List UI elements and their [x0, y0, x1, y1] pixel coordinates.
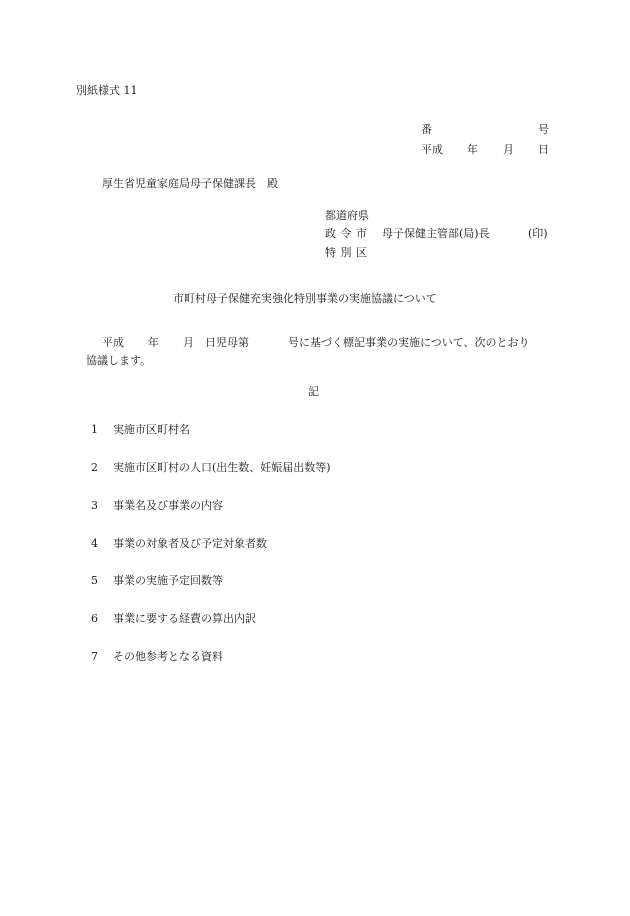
- item-number: 4: [91, 537, 98, 550]
- body-day-ref: 日児母第: [205, 336, 249, 349]
- body-year: 年: [148, 336, 159, 349]
- item-text: 実施市区町村名: [113, 423, 190, 436]
- item-text: 事業の対象者及び予定対象者数: [113, 537, 267, 550]
- item-text: 事業に要する経費の算出内訳: [113, 612, 256, 625]
- addressee: 厚生省児童家庭局母子保健課長 殿: [102, 177, 278, 190]
- date-year: 年: [467, 143, 478, 156]
- item-number: 1: [91, 423, 98, 436]
- item-number: 6: [91, 612, 98, 625]
- item-number: 5: [91, 574, 98, 587]
- number-label: 番: [421, 123, 432, 136]
- date-era: 平成: [421, 143, 443, 156]
- item-number: 2: [91, 461, 98, 474]
- form-label: 別紙様式 11: [76, 84, 138, 97]
- sender-type-prefecture: 都道府県: [325, 209, 369, 222]
- item-number: 3: [91, 499, 98, 512]
- date-month: 月: [503, 143, 514, 156]
- document-title: 市町村母子保健充実強化特別事業の実施協議について: [173, 292, 437, 305]
- body-month: 月: [183, 336, 194, 349]
- sender-role: 母子保健主管部(局)長: [382, 227, 490, 240]
- number-suffix: 号: [538, 123, 549, 136]
- item-text: その他参考となる資料: [113, 650, 223, 663]
- sender-type-designated-city: 政 令 市: [325, 227, 368, 240]
- item-text: 事業の実施予定回数等: [113, 574, 223, 587]
- seal-mark: (印): [528, 227, 548, 240]
- item-number: 7: [91, 650, 98, 663]
- sender-type-special-ward: 特 別 区: [325, 246, 368, 259]
- body-rest: 号に基づく標記事業の実施について、次のとおり: [288, 336, 530, 349]
- body-era: 平成: [102, 336, 124, 349]
- item-text: 事業名及び事業の内容: [113, 499, 223, 512]
- body-line2: 協議します。: [86, 354, 152, 367]
- date-day: 日: [538, 143, 549, 156]
- ki-heading: 記: [308, 385, 319, 398]
- item-text: 実施市区町村の人口(出生数、妊娠届出数等): [113, 461, 331, 474]
